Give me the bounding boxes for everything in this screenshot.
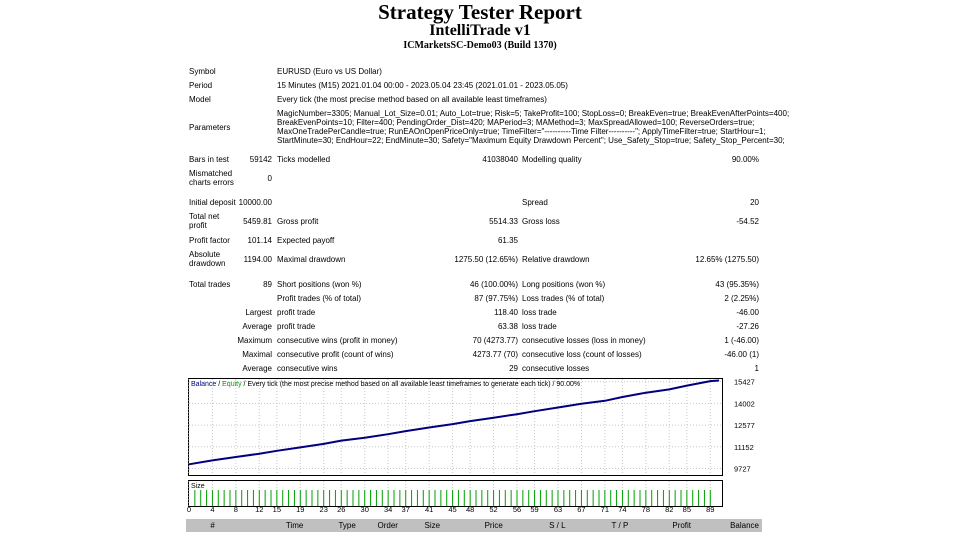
x-tick-label: 71: [600, 505, 610, 514]
x-tick-label: 85: [682, 505, 692, 514]
short-value: 46 (100.00%): [469, 280, 518, 289]
x-tick-label: 12: [255, 505, 264, 514]
grossprofit-value: 5514.33: [489, 217, 518, 226]
x-tick-label: 74: [618, 505, 627, 514]
period-value: 15 Minutes (M15) 2021.01.04 00:00 - 2023.05.04 23:45 (2021.01.01 - 2023.05.05): [277, 81, 568, 90]
x-tick-label: 0: [186, 505, 192, 514]
balance-chart: [188, 378, 762, 510]
max-losses-value: 1 (-46.00): [724, 336, 759, 345]
avg-losses-value: 1: [754, 364, 759, 373]
maxdd-value: 1275.50 (12.65%): [454, 255, 518, 264]
y-tick-label: 14002: [734, 399, 755, 409]
chart-legend: Balance / Equity / Every tick (the most precise method based on all available least timeframes to generate each tick) / 90.00%: [191, 381, 581, 388]
legend-balance: Balance: [191, 381, 217, 388]
ptrades-value: 87 (97.75%): [474, 294, 518, 303]
col-profit: Profit: [631, 519, 694, 532]
largest-loss-value: -46.00: [736, 308, 759, 317]
spread-label: Spread: [522, 198, 548, 207]
x-tick-label: 8: [233, 505, 238, 514]
x-tick-label: 59: [530, 505, 539, 514]
quality-value: 90.00%: [731, 155, 759, 164]
deposit-value: 10000.00: [238, 198, 272, 207]
absdd-label-1: Absolute: [189, 250, 221, 259]
short-label: Short positions (won %): [277, 280, 362, 289]
netprofit-label-1: Total net: [189, 212, 220, 221]
x-tick-label: 63: [553, 505, 563, 514]
trades-value: 89: [263, 280, 272, 289]
grossloss-label: Gross loss: [522, 217, 560, 226]
reldd-label: Relative drawdown: [522, 255, 590, 264]
max-losses-label: consecutive losses (loss in money): [522, 336, 646, 345]
x-tick-label: 45: [448, 505, 457, 514]
bars-value: 59142: [249, 155, 272, 164]
maximum-label: Maximum: [237, 336, 272, 345]
parameters-line-4: StartMinute=30; EndHour=22; EndMinute=30; Safety="Maximum Equity Drawdown Percent"; Use_Safety_Stop=true; Safety_Stop_Percent=30;: [277, 136, 785, 145]
payoff-label: Expected payoff: [277, 236, 335, 245]
average-label: Average: [242, 322, 272, 331]
legend-rest: / Every tick (the most precise method based on all available least timeframes to generate each tick) / 90.00%: [241, 381, 581, 388]
maxdd-label: Maximal drawdown: [277, 255, 346, 264]
max-wins-value: 70 (4273.77): [472, 336, 518, 345]
spread-value: 20: [750, 198, 759, 207]
netprofit-label-2: profit: [189, 221, 207, 230]
size-plot-frame: [189, 481, 723, 507]
absdd-value: 1194.00: [243, 255, 272, 264]
netprofit-value: 5459.81: [243, 217, 272, 226]
avg-profit-value: 63.38: [497, 322, 518, 331]
avg-wins-label: consecutive wins: [277, 364, 338, 373]
x-tick-label: 26: [337, 505, 346, 514]
col-number: #: [186, 519, 218, 532]
col-tp: T / P: [569, 519, 632, 532]
x-tick-label: 34: [383, 505, 393, 514]
deposit-label: Initial deposit: [189, 198, 236, 207]
period-label: Period: [189, 81, 213, 90]
largest-profit-label: profit trade: [277, 308, 316, 317]
x-tick-label: 41: [424, 505, 434, 514]
grossloss-value: -54.52: [736, 217, 759, 226]
x-tick-label: 30: [360, 505, 369, 514]
absdd-label-2: drawdown: [189, 259, 226, 268]
x-tick-label: 78: [641, 505, 651, 514]
model-label: Model: [189, 95, 211, 104]
ticks-label: Ticks modelled: [277, 155, 331, 164]
col-order: Order: [359, 519, 401, 532]
x-tick-label: 67: [577, 505, 586, 514]
parameters-label: Parameters: [189, 123, 231, 132]
long-value: 43 (95.35%): [715, 280, 759, 289]
report-title: Strategy Tester Report: [378, 0, 582, 24]
size-label: Size: [191, 483, 205, 490]
avg-profit-label: profit trade: [277, 322, 316, 331]
mismatch-label-1: Mismatched: [189, 169, 233, 178]
x-tick-label: 82: [665, 505, 674, 514]
reldd-value: 12.65% (1275.50): [695, 255, 759, 264]
bars-label: Bars in test: [189, 155, 230, 164]
mismatch-label-2: charts errors: [189, 178, 234, 187]
ltrades-value: 2 (2.25%): [724, 294, 759, 303]
ltrades-label: Loss trades (% of total): [522, 294, 605, 303]
maximal-loss-value: -46.00 (1): [724, 350, 759, 359]
expert-name: IntelliTrade v1: [429, 22, 531, 39]
payoff-value: 61.35: [497, 236, 518, 245]
col-price: Price: [443, 519, 506, 532]
avg-loss-value: -27.26: [736, 322, 759, 331]
x-tick-label: 4: [210, 505, 215, 514]
avg-losses-label: consecutive losses: [522, 364, 590, 373]
y-tick-label: 9727: [734, 464, 751, 474]
y-tick-label: 12577: [734, 421, 755, 431]
col-sl: S / L: [506, 519, 569, 532]
x-tick-label: 48: [465, 505, 475, 514]
parameters-line-2: BreakEvenPoints=10; Filter=400; PendingOrder_Dist=420; MAPeriod=3; MAMethod=3; MaxSpreadAllowed=100; ReverseOrders=true;: [277, 118, 755, 127]
long-label: Long positions (won %): [522, 280, 606, 289]
x-tick-label: 56: [512, 505, 522, 514]
ptrades-label: Profit trades (% of total): [277, 294, 362, 303]
x-tick-label: 19: [296, 505, 305, 514]
y-axis-ticks: [734, 378, 755, 473]
maximal-profit-value: 4273.77 (70): [472, 350, 518, 359]
max-wins-label: consecutive wins (profit in money): [277, 336, 398, 345]
col-time: Time: [218, 519, 306, 532]
x-tick-label: 15: [272, 505, 282, 514]
x-tick-label: 52: [489, 505, 498, 514]
legend-equity: Equity: [222, 381, 242, 388]
trades-label: Total trades: [189, 280, 231, 289]
symbol-label: Symbol: [189, 67, 216, 76]
x-tick-label: 89: [706, 505, 715, 514]
largest-profit-value: 118.40: [494, 308, 518, 317]
symbol-value: EURUSD (Euro vs US Dollar): [277, 67, 382, 76]
avg-loss-label: loss trade: [522, 322, 557, 331]
parameters-line-1: MagicNumber=3305; Manual_Lot_Size=0.01; Auto_Lot=true; Risk=5; TakeProfit=100; StopLoss=0; BreakEven=true; BreakEvenAfterPoints=400;: [277, 109, 790, 118]
col-balance: Balance: [694, 519, 762, 532]
average2-label: Average: [242, 364, 272, 373]
model-value: Every tick (the most precise method based on all available least timeframes): [277, 95, 547, 104]
maximal-profit-label: consecutive profit (count of wins): [277, 350, 394, 359]
largest-label: Largest: [245, 308, 272, 317]
ticks-value: 41038040: [482, 155, 518, 164]
col-type: Type: [306, 519, 358, 532]
deals-table: [186, 519, 762, 532]
grossprofit-label: Gross profit: [277, 217, 319, 226]
quality-label: Modelling quality: [522, 155, 582, 164]
server-info: ICMarketsSC-Demo03 (Build 1370): [403, 40, 557, 51]
avg-wins-value: 29: [509, 364, 518, 373]
y-tick-label: 11152: [734, 442, 754, 452]
parameters-line-3: MaxOneTradePerCandle=true; RunEAOnOpenPriceOnly=true; TimeFilter="----------Time Filter----------"; ApplyTimeFilter=true; StartHour=1;: [277, 127, 766, 136]
maximal-label: Maximal: [242, 350, 272, 359]
mismatch-value: 0: [267, 174, 272, 183]
x-tick-label: 37: [401, 505, 410, 514]
y-tick-label: 15427: [734, 378, 755, 387]
col-size: Size: [401, 519, 443, 532]
pf-value: 101.14: [247, 236, 272, 245]
deals-header-row: [186, 519, 762, 532]
maximal-loss-label: consecutive loss (count of losses): [522, 350, 642, 359]
x-tick-label: 23: [319, 505, 328, 514]
largest-loss-label: loss trade: [522, 308, 557, 317]
pf-label: Profit factor: [189, 236, 230, 245]
